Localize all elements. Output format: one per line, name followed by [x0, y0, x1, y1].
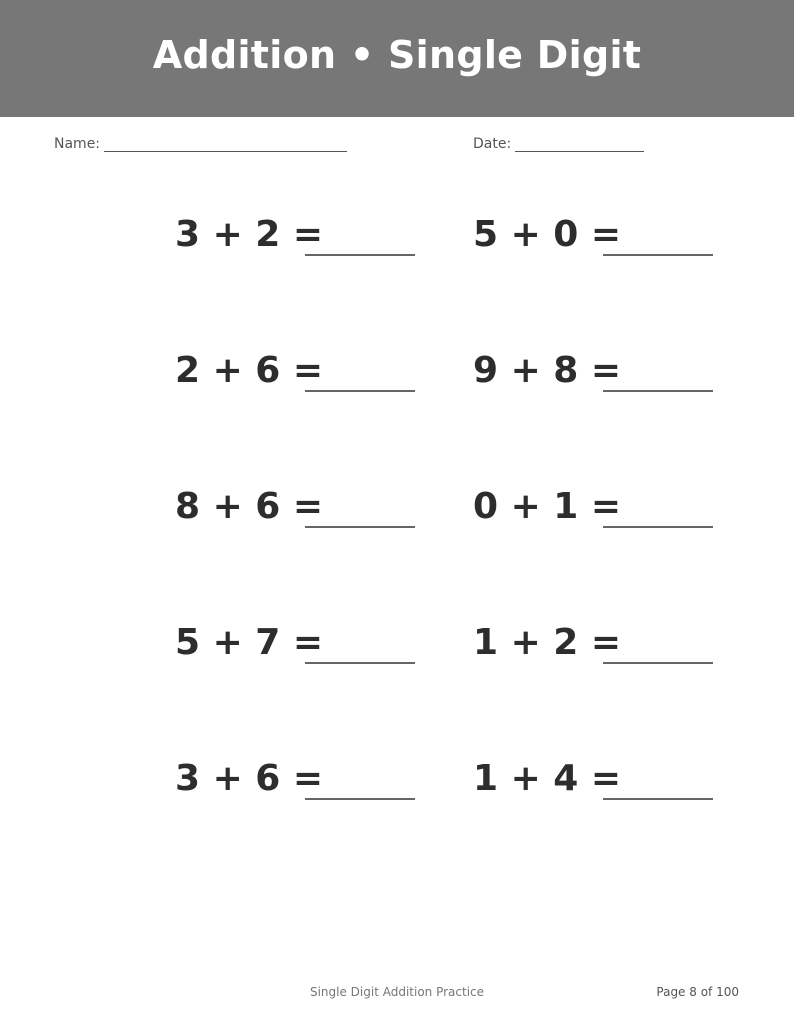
- answer-blank[interactable]: [305, 254, 415, 256]
- answer-blank[interactable]: [603, 254, 713, 256]
- worksheet-title: Addition • Single Digit: [152, 32, 642, 77]
- worksheet-header: [0, 0, 794, 117]
- problem-expression: 2 + 6 =: [175, 350, 324, 391]
- footer-title: Single Digit Addition Practice: [309, 985, 485, 999]
- date-blank-line[interactable]: [515, 136, 644, 152]
- answer-blank[interactable]: [603, 798, 713, 800]
- name-label: Name:: [54, 136, 101, 152]
- answer-blank[interactable]: [305, 798, 415, 800]
- answer-blank[interactable]: [305, 662, 415, 664]
- answer-blank[interactable]: [603, 526, 713, 528]
- name-blank-line[interactable]: [104, 136, 347, 152]
- answer-blank[interactable]: [603, 390, 713, 392]
- problem-expression: 1 + 2 =: [473, 622, 622, 663]
- problem-expression: 1 + 4 =: [473, 758, 622, 799]
- problem-expression: 3 + 6 =: [175, 758, 324, 799]
- answer-blank[interactable]: [305, 526, 415, 528]
- answer-blank[interactable]: [305, 390, 415, 392]
- answer-blank[interactable]: [603, 662, 713, 664]
- problem-expression: 5 + 7 =: [175, 622, 324, 663]
- problem-expression: 5 + 0 =: [473, 214, 622, 255]
- problem-expression: 9 + 8 =: [473, 350, 622, 391]
- problem-expression: 8 + 6 =: [175, 486, 324, 527]
- problem-expression: 3 + 2 =: [175, 214, 324, 255]
- date-field[interactable]: [473, 136, 644, 152]
- problem-expression: 0 + 1 =: [473, 486, 622, 527]
- page-number: Page 8 of 100: [656, 985, 739, 999]
- date-label: Date:: [473, 136, 512, 152]
- name-field[interactable]: [54, 136, 347, 152]
